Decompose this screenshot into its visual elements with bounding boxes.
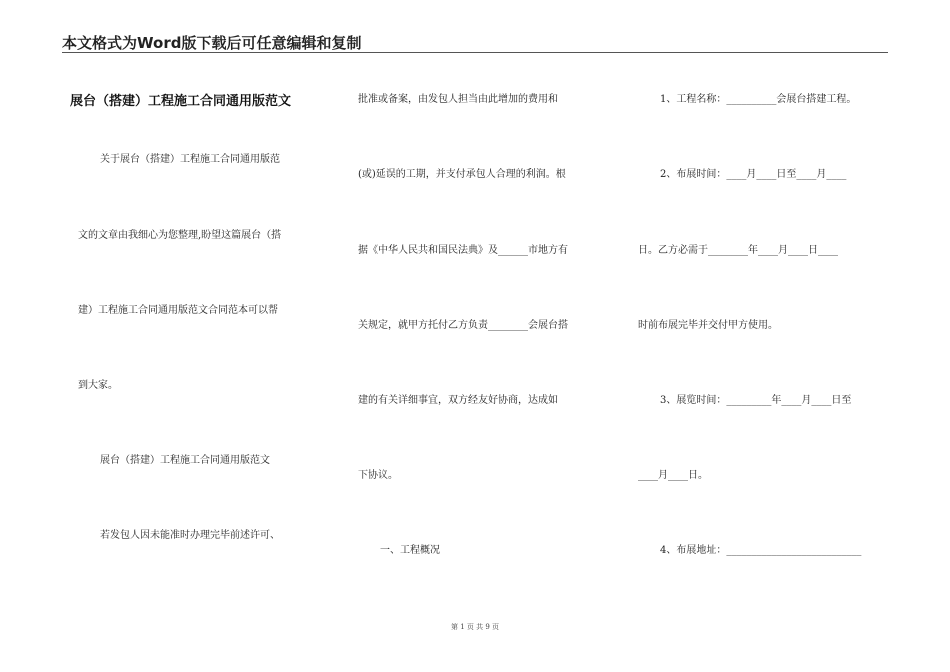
- section-heading-overview: 一、工程概况: [380, 545, 440, 556]
- paragraph-line: (或)延误的工期，并支付承包人合理的利润。根: [358, 169, 566, 180]
- clause-setup-time: 2、布展时间：____月____日至____月____: [660, 169, 847, 180]
- paragraph-line: 关规定，就甲方托付乙方负责________会展台搭: [358, 320, 568, 331]
- paragraph-line: ____月____日。: [638, 470, 708, 481]
- clause-setup-address: 4、布展地址：___________________________: [660, 545, 862, 556]
- header-rule: [62, 52, 888, 53]
- paragraph-line: 若发包人因未能准时办理完毕前述许可、: [100, 530, 280, 541]
- page-header: 本文格式为Word版下载后可任意编辑和复制: [62, 34, 362, 52]
- paragraph-line: 批准或备案，由发包人担当由此增加的费用和: [358, 94, 558, 105]
- section-heading: 展台（搭建）工程施工合同通用版范文: [100, 455, 270, 466]
- paragraph-line: 文的文章由我细心为您整理,盼望这篇展台（搭: [78, 230, 282, 241]
- paragraph-line: 时前布展完毕并交付甲方使用。: [638, 320, 778, 331]
- document-title: 展台（搭建）工程施工合同通用版范文: [70, 94, 292, 109]
- paragraph-line: 到大家。: [78, 380, 118, 391]
- paragraph-line: 日。乙方必需于________年____月____日____: [638, 245, 838, 256]
- page-footer: 第 1 页 共 9 页: [450, 623, 500, 631]
- paragraph-line: 关于展台（搭建）工程施工合同通用版范: [100, 154, 280, 165]
- clause-exhibition-time: 3、展览时间：_________年____月____日至: [660, 395, 852, 406]
- paragraph-line: 建的有关详细事宜，双方经友好协商，达成如: [358, 395, 558, 406]
- paragraph-line: 下协议。: [358, 470, 398, 481]
- paragraph-line: 建）工程施工合同通用版范文合同范本可以帮: [78, 305, 278, 316]
- clause-project-name: 1、工程名称：__________会展台搭建工程。: [660, 94, 857, 105]
- paragraph-line: 据《中华人民共和国民法典》及______市地方有: [358, 245, 568, 256]
